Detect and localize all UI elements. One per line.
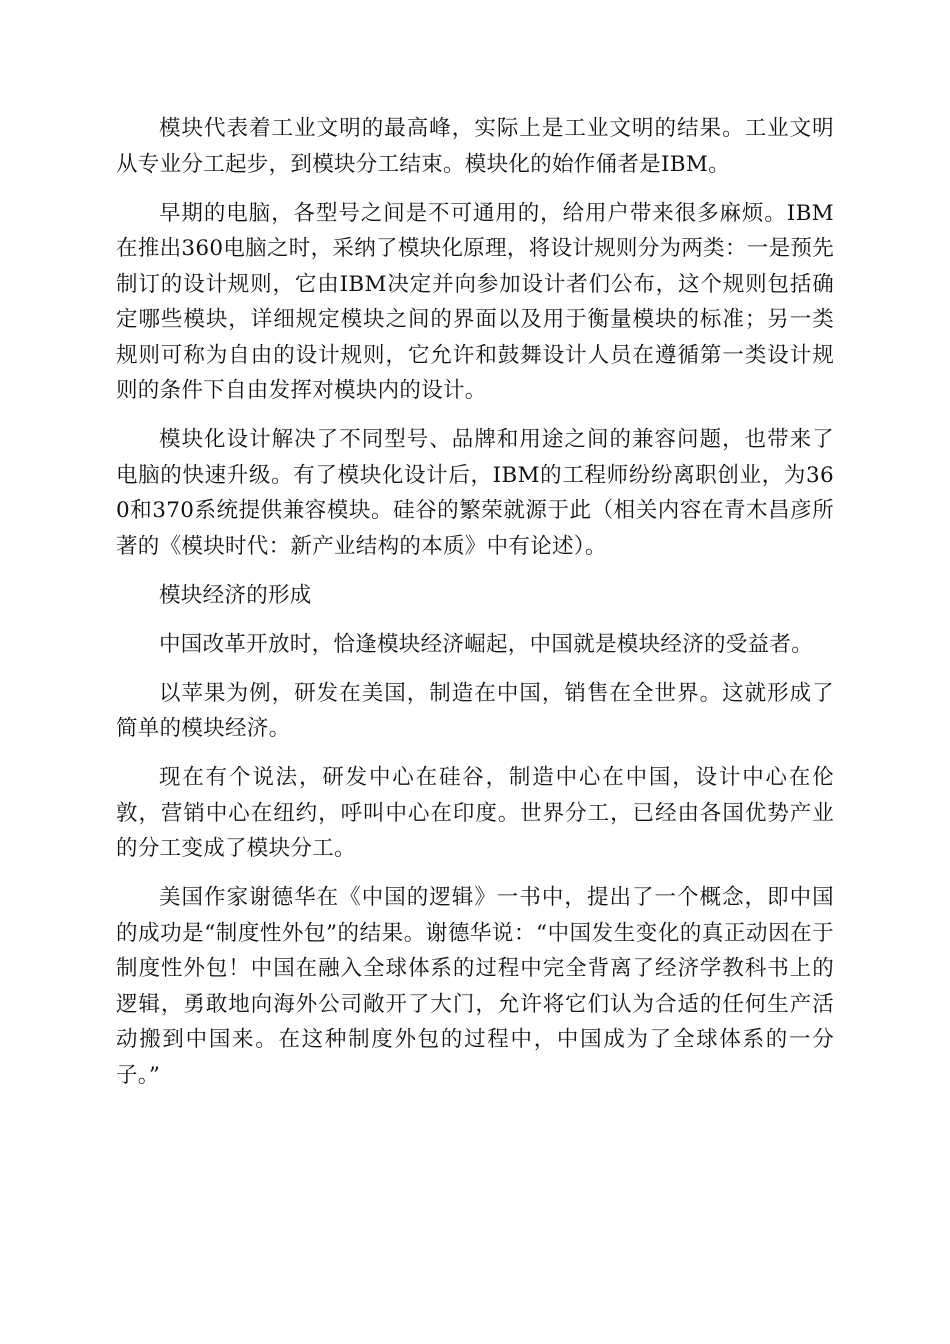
paragraph-modular-design: 模块化设计解决了不同型号、品牌和用途之间的兼容问题，也带来了电脑的快速升级。有了模块化设计后，IBM的工程师纷纷离职创业，为360和370系统提供兼容模块。硅谷的繁荣就源于此（相关内容在青木昌彦所著的《模块时代：新产业结构的本质》中有论述）。 (116, 427, 834, 559)
document-body (116, 111, 834, 1107)
paragraph-china-reform: 中国改革开放时，恰逢模块经济崛起，中国就是模块经济的受益者。 (159, 631, 814, 657)
section-heading-module-economy: 模块经济的形成 (159, 582, 312, 608)
paragraph-institutional-outsourcing: 美国作家谢德华在《中国的逻辑》一书中，提出了一个概念，即中国的成功是“制度性外包”的结果。谢德华说：“中国发生变化的真正动因在于制度性外包！中国在融入全球体系的过程中完全背离了经济学教科书上的逻辑，勇敢地向海外公司敞开了大门，允许将它们认为合适的任何生产活动搬到中国来。在这种制度外包的过程中，中国成为了全球体系的一分子。” (116, 885, 834, 1088)
paragraph-apple-example: 以苹果为例，研发在美国，制造在中国，销售在全世界。这就形成了简单的模块经济。 (116, 680, 834, 741)
paragraph-ibm-360: 早期的电脑，各型号之间是不可通用的，给用户带来很多麻烦。IBM在推出360电脑之时，采纳了模块化原理，将设计规则分为两类：一是预先制订的设计规则，它由IBM决定并向参加设计者们公布，这个规则包括确定哪些模块，详细规定模块之间的界面以及用于衡量模块的标准；另一类规则可称为自由的设计规则，它允许和鼓舞设计人员在遵循第一类设计规则的条件下自由发挥对模块内的设计。 (116, 200, 834, 403)
paragraph-global-centers: 现在有个说法，研发中心在硅谷，制造中心在中国，设计中心在伦敦，营销中心在纽约，呼叫中心在印度。世界分工，已经由各国优势产业的分工变成了模块分工。 (116, 765, 834, 861)
paragraph-modules-peak: 模块代表着工业文明的最高峰，实际上是工业文明的结果。工业文明从专业分工起步，到模块分工结束。模块化的始作俑者是IBM。 (116, 116, 834, 177)
